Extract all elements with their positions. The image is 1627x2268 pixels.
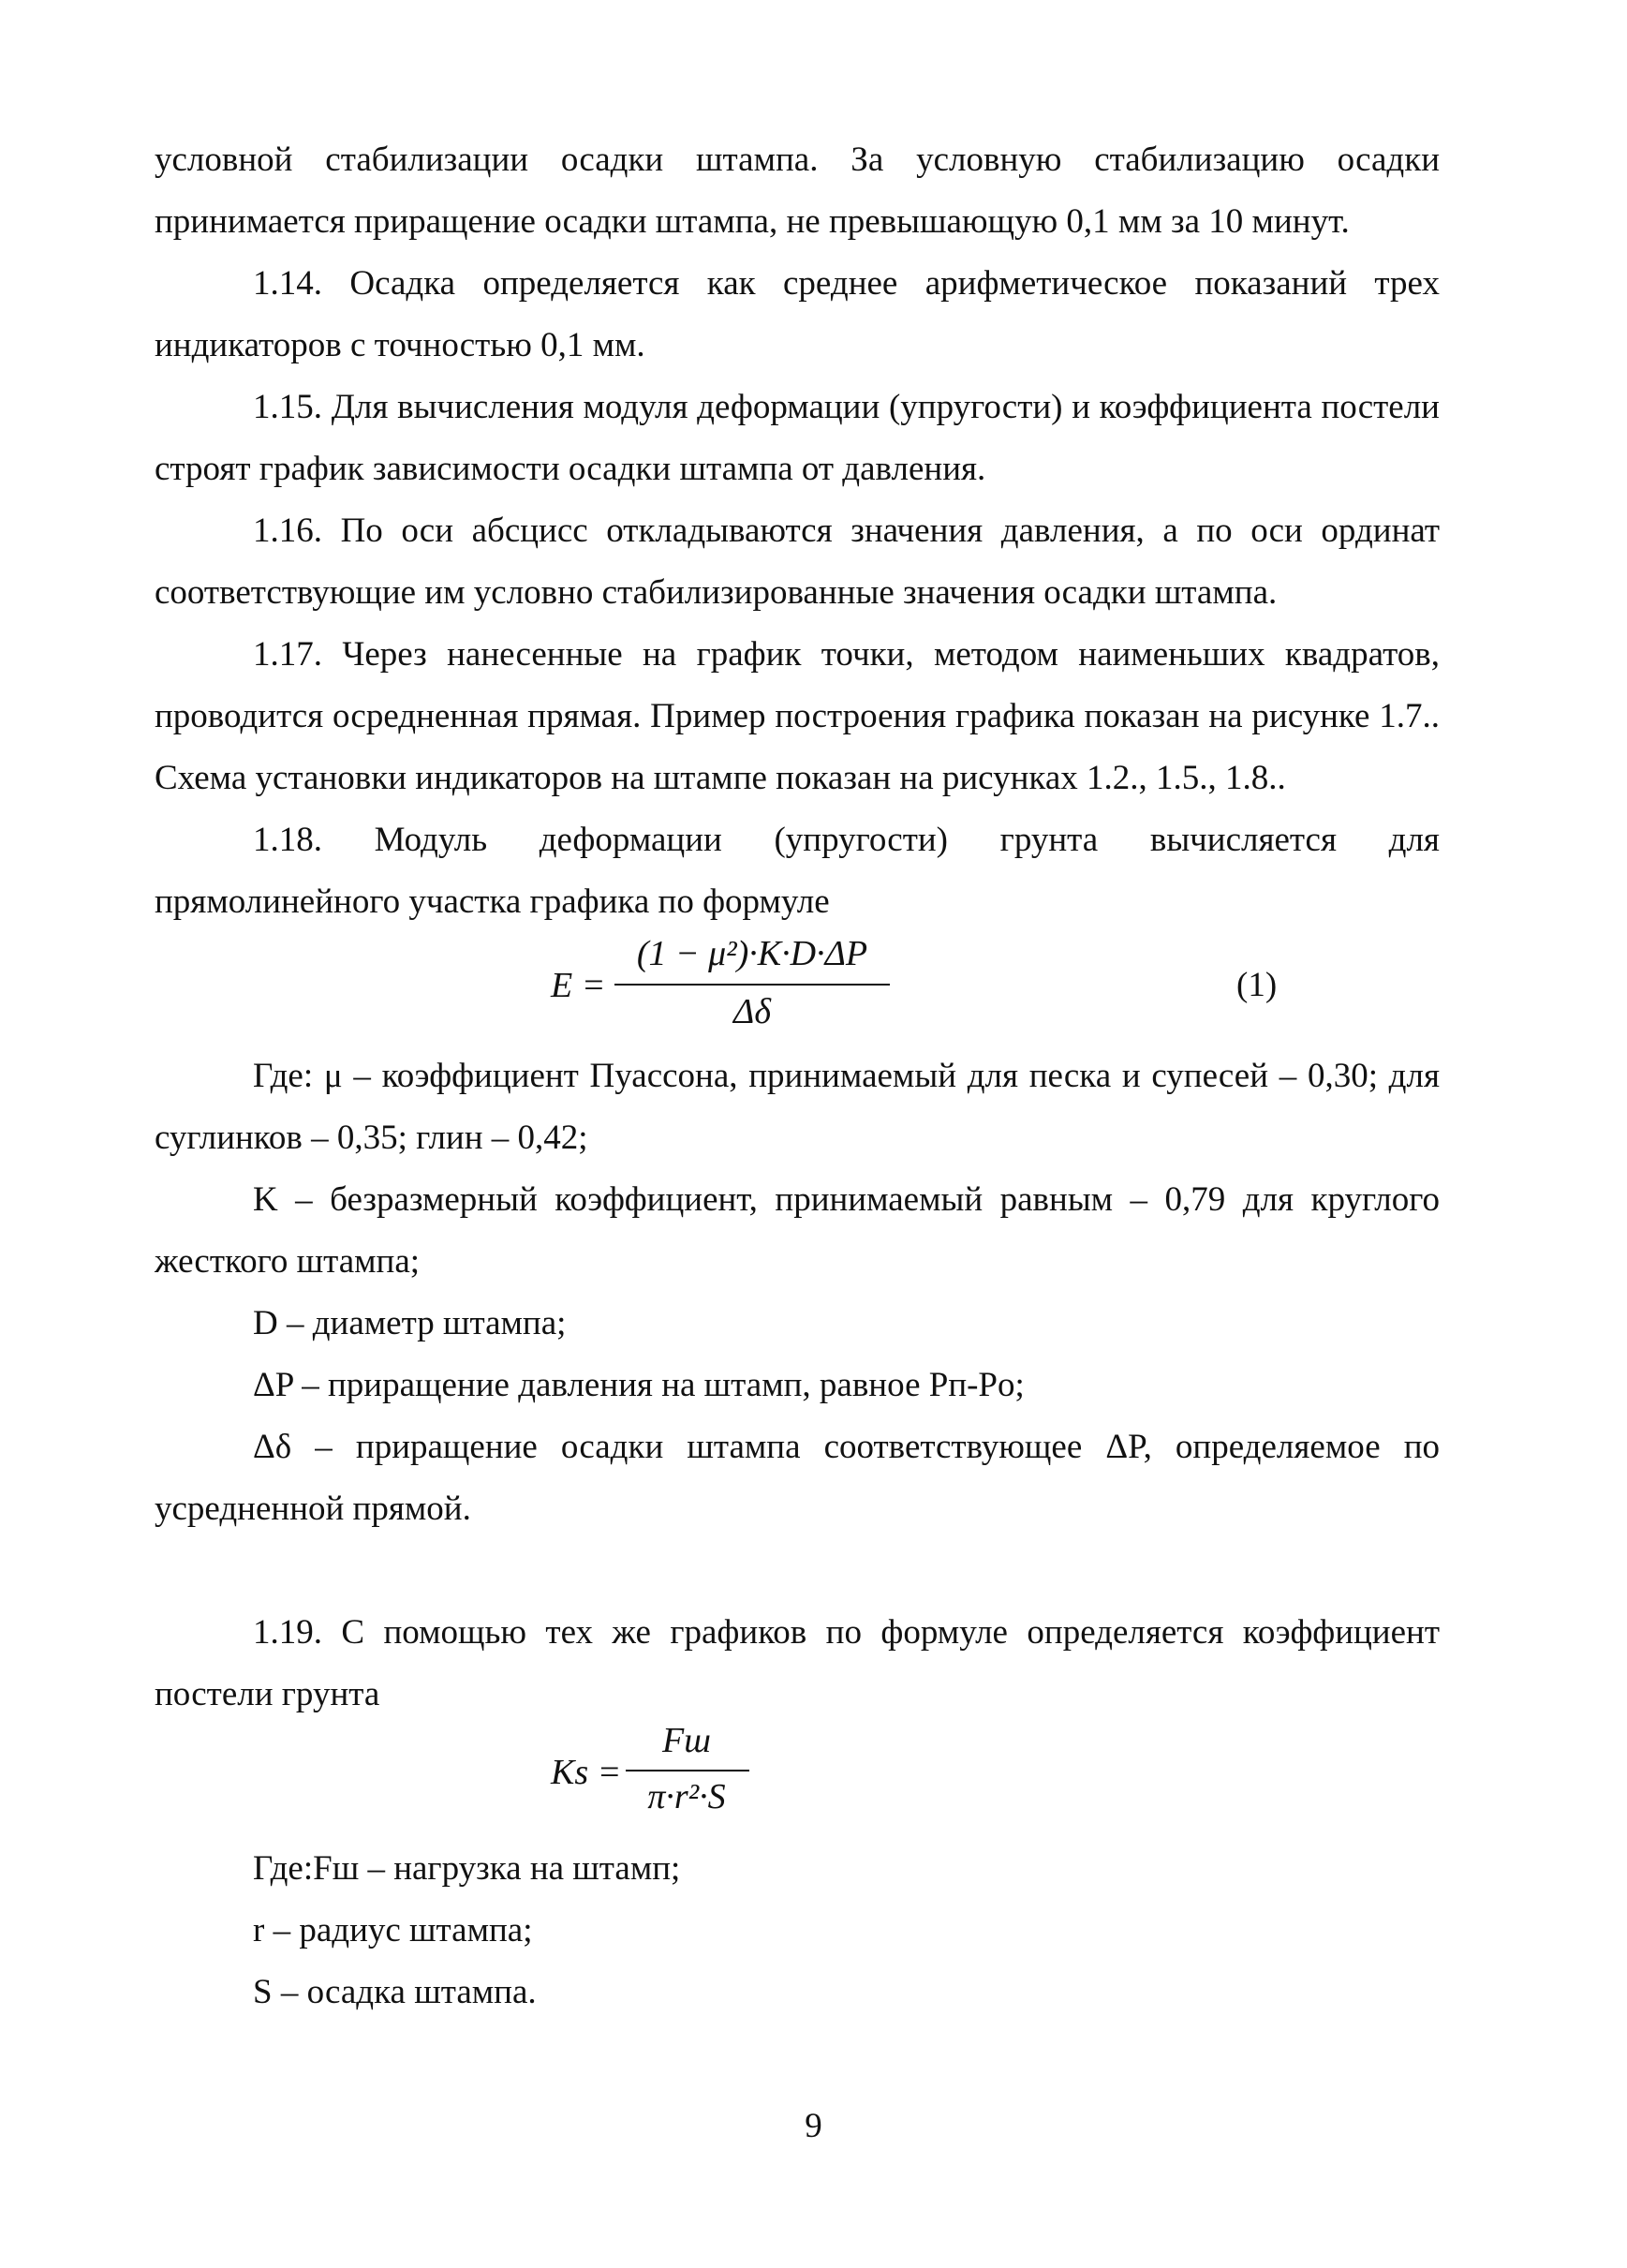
- paragraph-1-18-line1: [253, 809, 1440, 871]
- formula-2-lhs: Ks =: [551, 1753, 622, 1792]
- paragraph-poisson: Где: μ – коэффициент Пуассона, принимаемый для песка и супесей – 0,30; для суглинков – 0,35; глин – 0,42;: [155, 1057, 1440, 1157]
- formula-1-number: (1): [1236, 966, 1278, 1004]
- paragraph-stabilization: условной стабилизации осадки штампа. За условную стабилизацию осадки принимается приращение осадки штампа, не превышающую 0,1 мм за 10 минут.: [155, 141, 1440, 241]
- paragraph-1-16: 1.16. По оси абсцисс откладываются значения давления, а по оси ординат соответствующие им условно стабилизированные значения осадки штампа.: [155, 511, 1440, 612]
- formula-2-numerator: Fш: [662, 1721, 711, 1760]
- word-for: для: [1388, 821, 1440, 859]
- formula-1-fraction-bar: [614, 984, 890, 986]
- paragraph-diameter: D – диаметр штампа;: [253, 1304, 567, 1342]
- word-deformation: деформации: [539, 821, 722, 859]
- word-modulus: Модуль: [374, 821, 488, 859]
- paragraph-1-14: 1.14. Осадка определяется как среднее арифметическое показаний трех индикаторов с точностью 0,1 мм.: [155, 264, 1440, 364]
- formula-1-denominator: Δδ: [733, 992, 771, 1031]
- paragraph-k-coefficient: K – безразмерный коэффициент, принимаемый равным – 0,79 для круглого жесткого штампа;: [155, 1180, 1440, 1281]
- paragraph-1-17: 1.17. Через нанесенные на график точки, методом наименьших квадратов, проводится осредненная прямая. Пример построения графика показан на рисунке 1.7.. Схема установки индикаторов на штампе показан на рисунках 1.2., 1.5., 1.8..: [155, 635, 1440, 797]
- formula-2-fraction-bar: [626, 1770, 749, 1771]
- paragraph-1-19: 1.19. С помощью тех же графиков по формуле определяется коэффициент постели грунта: [155, 1613, 1440, 1713]
- formula-2-denominator: π·r²·S: [647, 1777, 726, 1816]
- paragraph-radius: r – радиус штампа;: [253, 1911, 533, 1949]
- word-elasticity: (упругости): [774, 821, 949, 859]
- paragraph-1-18-line2: прямолинейного участка графика по формуле: [155, 882, 830, 921]
- formula-1-numerator: (1 − μ²)·K·D·ΔP: [636, 934, 868, 973]
- word-soil: грунта: [999, 821, 1099, 859]
- word-1-18: 1.18.: [253, 821, 322, 859]
- formula-1-lhs: E =: [551, 966, 606, 1005]
- word-calculated: вычисляется: [1149, 821, 1337, 859]
- paragraph-load: Где:Fш – нагрузка на штамп;: [253, 1849, 681, 1888]
- paragraph-1-15: 1.15. Для вычисления модуля деформации (упругости) и коэффициента постели строят график зависимости осадки штампа от давления.: [155, 388, 1440, 488]
- page-number: 9: [805, 2107, 822, 2145]
- paragraph-settlement: S – осадка штампа.: [253, 1973, 537, 2011]
- paragraph-settlement-increment: Δδ – приращение осадки штампа соответствующее ΔP, определяемое по усредненной прямой.: [155, 1428, 1440, 1528]
- paragraph-pressure-increment: ΔP – приращение давления на штамп, равное Pп-Pо;: [253, 1366, 1025, 1404]
